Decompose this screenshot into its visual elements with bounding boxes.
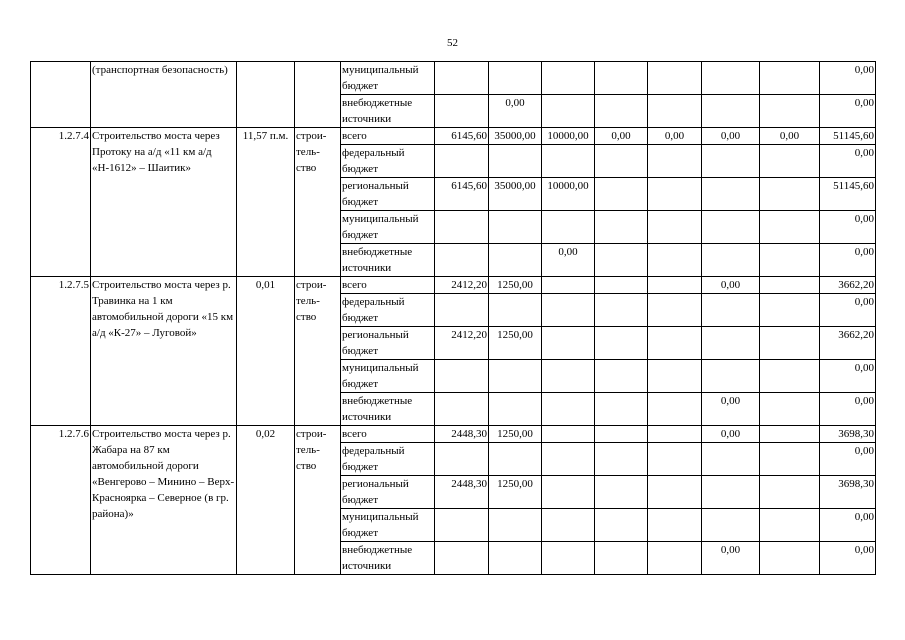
value-cell: [595, 62, 648, 95]
item-measure: 0,01: [237, 277, 295, 426]
value-cell: [760, 443, 820, 476]
value-cell: [595, 443, 648, 476]
value-cell: [702, 95, 760, 128]
value-cell: 10000,00: [542, 178, 595, 211]
value-cell: [435, 95, 489, 128]
total-cell: 3698,30: [820, 476, 876, 509]
funding-source: федеральный бюджет: [341, 443, 435, 476]
value-cell: 1250,00: [489, 277, 542, 294]
value-cell: [542, 145, 595, 178]
value-cell: [760, 393, 820, 426]
value-cell: [435, 393, 489, 426]
item-code-cell: [31, 62, 91, 128]
value-cell: [595, 178, 648, 211]
item-type-cell: [295, 62, 341, 128]
value-cell: [542, 327, 595, 360]
value-cell: [542, 360, 595, 393]
funding-source: внебюджетные источники: [341, 393, 435, 426]
value-cell: 0,00: [648, 128, 702, 145]
item-measure: 0,02: [237, 426, 295, 575]
value-cell: [648, 476, 702, 509]
value-cell: [760, 327, 820, 360]
value-cell: [435, 211, 489, 244]
item-code: 1.2.7.4: [31, 128, 91, 277]
table-row: [31, 426, 876, 443]
value-cell: [595, 145, 648, 178]
total-cell: 0,00: [820, 509, 876, 542]
value-cell: [542, 294, 595, 327]
funding-source: муниципальный бюджет: [341, 360, 435, 393]
value-cell: [542, 443, 595, 476]
total-cell: 0,00: [820, 211, 876, 244]
table-row: [31, 62, 876, 95]
value-cell: [435, 145, 489, 178]
value-cell: [760, 244, 820, 277]
value-cell: [760, 145, 820, 178]
value-cell: [595, 327, 648, 360]
table-row: [31, 277, 876, 294]
funding-source: муниципальный бюджет: [341, 62, 435, 95]
item-type: строи-тель-ство: [295, 128, 341, 277]
value-cell: [648, 294, 702, 327]
item-name: Строительство моста через р. Травинка на 1 км автомобильной дороги «15 км а/д «К-27» – Луговой»: [91, 277, 237, 426]
value-cell: [542, 62, 595, 95]
value-cell: [435, 509, 489, 542]
value-cell: [542, 426, 595, 443]
value-cell: [489, 393, 542, 426]
value-cell: [435, 294, 489, 327]
total-cell: 51145,60: [820, 178, 876, 211]
value-cell: [542, 509, 595, 542]
value-cell: [648, 178, 702, 211]
value-cell: [542, 393, 595, 426]
value-cell: 1250,00: [489, 327, 542, 360]
total-cell: 3662,20: [820, 277, 876, 294]
value-cell: 35000,00: [489, 178, 542, 211]
funding-source: внебюджетные источники: [341, 244, 435, 277]
value-cell: [760, 426, 820, 443]
value-cell: [489, 145, 542, 178]
item-code: 1.2.7.5: [31, 277, 91, 426]
value-cell: [489, 542, 542, 575]
value-cell: [595, 244, 648, 277]
value-cell: [702, 244, 760, 277]
value-cell: [489, 211, 542, 244]
value-cell: 2412,20: [435, 327, 489, 360]
item-type: строи-тель-ство: [295, 426, 341, 575]
value-cell: [648, 443, 702, 476]
value-cell: [702, 294, 760, 327]
total-cell: 0,00: [820, 443, 876, 476]
value-cell: [648, 327, 702, 360]
value-cell: [648, 95, 702, 128]
value-cell: 0,00: [760, 128, 820, 145]
value-cell: 0,00: [702, 426, 760, 443]
value-cell: 1250,00: [489, 476, 542, 509]
value-cell: 0,00: [702, 542, 760, 575]
budget-table: [30, 61, 876, 575]
table-row: [31, 128, 876, 145]
value-cell: [648, 509, 702, 542]
value-cell: 0,00: [489, 95, 542, 128]
value-cell: [435, 542, 489, 575]
value-cell: [760, 211, 820, 244]
value-cell: [595, 95, 648, 128]
value-cell: [702, 62, 760, 95]
value-cell: [648, 360, 702, 393]
value-cell: [595, 393, 648, 426]
total-cell: 0,00: [820, 360, 876, 393]
value-cell: [435, 62, 489, 95]
value-cell: [702, 327, 760, 360]
item-type: строи-тель-ство: [295, 277, 341, 426]
total-cell: 0,00: [820, 62, 876, 95]
value-cell: [595, 360, 648, 393]
value-cell: [760, 277, 820, 294]
value-cell: [648, 277, 702, 294]
value-cell: [760, 62, 820, 95]
value-cell: [489, 244, 542, 277]
value-cell: 0,00: [702, 277, 760, 294]
value-cell: [542, 476, 595, 509]
funding-source: федеральный бюджет: [341, 294, 435, 327]
value-cell: [435, 360, 489, 393]
page-number: 52: [447, 37, 458, 49]
value-cell: [542, 211, 595, 244]
funding-source: всего: [341, 426, 435, 443]
value-cell: [489, 360, 542, 393]
value-cell: 0,00: [702, 393, 760, 426]
item-name: Строительство моста через р. Жабара на 87 км автомобильной дороги «Венгерово – Минино – Верх-Красноярка – Северное (в гр. района)»: [91, 426, 237, 575]
funding-source: внебюджетные источники: [341, 542, 435, 575]
value-cell: 0,00: [542, 244, 595, 277]
value-cell: [542, 542, 595, 575]
value-cell: [489, 294, 542, 327]
total-cell: 51145,60: [820, 128, 876, 145]
value-cell: [595, 211, 648, 244]
total-cell: 0,00: [820, 542, 876, 575]
value-cell: [489, 509, 542, 542]
value-cell: 0,00: [702, 128, 760, 145]
total-cell: 0,00: [820, 393, 876, 426]
funding-source: внебюджетные источники: [341, 95, 435, 128]
value-cell: [435, 443, 489, 476]
funding-source: федеральный бюджет: [341, 145, 435, 178]
value-cell: [595, 542, 648, 575]
value-cell: [648, 211, 702, 244]
funding-source: всего: [341, 277, 435, 294]
total-cell: 0,00: [820, 95, 876, 128]
value-cell: [702, 178, 760, 211]
value-cell: [760, 360, 820, 393]
item-name: (транспортная безопасность): [91, 62, 237, 128]
value-cell: [648, 426, 702, 443]
value-cell: [435, 244, 489, 277]
value-cell: [648, 393, 702, 426]
value-cell: 1250,00: [489, 426, 542, 443]
value-cell: [489, 443, 542, 476]
table-body: [31, 62, 876, 575]
value-cell: [702, 145, 760, 178]
value-cell: [702, 211, 760, 244]
value-cell: 6145,60: [435, 178, 489, 211]
total-cell: 3698,30: [820, 426, 876, 443]
value-cell: 2448,30: [435, 476, 489, 509]
total-cell: 0,00: [820, 145, 876, 178]
value-cell: [648, 542, 702, 575]
value-cell: [489, 62, 542, 95]
value-cell: [648, 145, 702, 178]
value-cell: [760, 178, 820, 211]
value-cell: [595, 476, 648, 509]
funding-source: муниципальный бюджет: [341, 211, 435, 244]
funding-source: региональный бюджет: [341, 476, 435, 509]
value-cell: [595, 426, 648, 443]
value-cell: 2412,20: [435, 277, 489, 294]
value-cell: [702, 360, 760, 393]
value-cell: [595, 294, 648, 327]
value-cell: [595, 277, 648, 294]
item-code: 1.2.7.6: [31, 426, 91, 575]
item-measure-cell: [237, 62, 295, 128]
funding-source: региональный бюджет: [341, 327, 435, 360]
value-cell: [702, 476, 760, 509]
value-cell: 0,00: [595, 128, 648, 145]
value-cell: [760, 294, 820, 327]
item-name: Строительство моста через Протоку на а/д «11 км а/д «Н-1612» – Шаитик»: [91, 128, 237, 277]
funding-source: региональный бюджет: [341, 178, 435, 211]
value-cell: [648, 62, 702, 95]
value-cell: 35000,00: [489, 128, 542, 145]
total-cell: 0,00: [820, 294, 876, 327]
value-cell: [702, 443, 760, 476]
funding-source: муниципальный бюджет: [341, 509, 435, 542]
value-cell: [542, 277, 595, 294]
value-cell: [702, 509, 760, 542]
value-cell: [542, 95, 595, 128]
value-cell: [648, 244, 702, 277]
value-cell: 10000,00: [542, 128, 595, 145]
total-cell: 3662,20: [820, 327, 876, 360]
value-cell: [760, 542, 820, 575]
funding-source: всего: [341, 128, 435, 145]
value-cell: 6145,60: [435, 128, 489, 145]
value-cell: 2448,30: [435, 426, 489, 443]
value-cell: [760, 476, 820, 509]
total-cell: 0,00: [820, 244, 876, 277]
value-cell: [760, 95, 820, 128]
value-cell: [595, 509, 648, 542]
value-cell: [760, 509, 820, 542]
item-measure: 11,57 п.м.: [237, 128, 295, 277]
